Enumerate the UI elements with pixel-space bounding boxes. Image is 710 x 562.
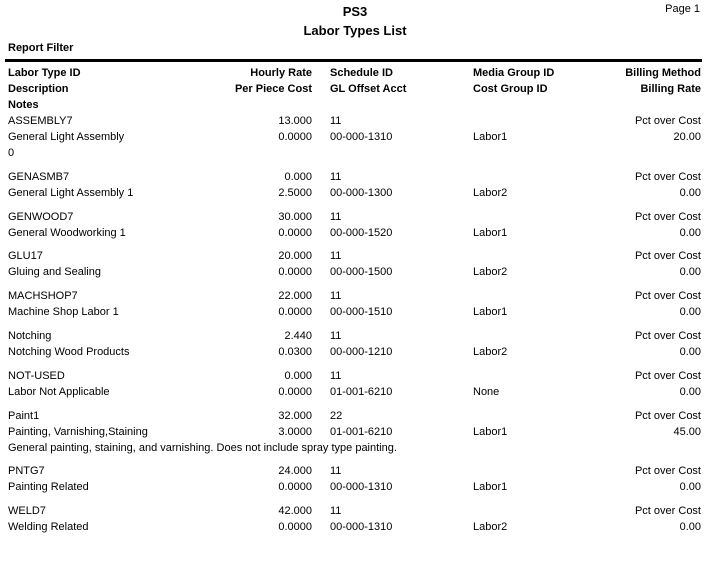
description: Gluing and Sealing (8, 266, 101, 278)
labor-type-id: NOT-USED (8, 370, 65, 382)
per-piece-cost: 0.0300 (278, 346, 312, 358)
cost-group-id: Labor2 (473, 266, 508, 278)
description: Notching Wood Products (8, 346, 130, 358)
billing-method: Pct over Cost (634, 171, 701, 183)
gl-offset-acct: 00-000-1520 (330, 227, 393, 239)
notes: General painting, staining, and varnishing. Does not include spray type painting. (8, 442, 397, 454)
schedule-id: 11 (330, 250, 342, 262)
per-piece-cost: 3.0000 (278, 426, 312, 438)
billing-method: Pct over Cost (634, 211, 701, 223)
gl-offset-acct: 00-000-1310 (330, 131, 393, 143)
billing-rate: 0.00 (679, 481, 701, 493)
schedule-id: 11 (330, 115, 342, 127)
description: Painting, Varnishing,Staining (8, 426, 148, 438)
header-description: Description (8, 83, 69, 95)
schedule-id: 11 (330, 290, 342, 302)
company-name: PS3 (342, 4, 368, 19)
labor-type-id: ASSEMBLY7 (8, 115, 73, 127)
cost-group-id: None (473, 386, 500, 398)
per-piece-cost: 0.0000 (278, 131, 312, 143)
hourly-rate: 22.000 (278, 290, 312, 302)
per-piece-cost: 0.0000 (278, 386, 312, 398)
per-piece-cost: 0.0000 (278, 521, 312, 533)
hourly-rate: 20.000 (278, 250, 312, 262)
gl-offset-acct: 00-000-1510 (330, 306, 393, 318)
notes: 0 (8, 147, 15, 159)
billing-method: Pct over Cost (634, 250, 701, 262)
hourly-rate: 42.000 (278, 505, 312, 517)
cost-group-id: Labor1 (473, 306, 508, 318)
header-media-group-id: Media Group ID (473, 67, 555, 79)
header-cost-group-id: Cost Group ID (473, 83, 548, 95)
billing-rate: 0.00 (679, 187, 701, 199)
billing-method: Pct over Cost (634, 410, 701, 422)
hourly-rate: 24.000 (278, 465, 312, 477)
labor-type-id: GENWOOD7 (8, 211, 74, 223)
per-piece-cost: 0.0000 (278, 306, 312, 318)
per-piece-cost: 0.0000 (278, 227, 312, 239)
cost-group-id: Labor1 (473, 131, 508, 143)
page-number: Page 1 (665, 3, 700, 15)
gl-offset-acct: 01-001-6210 (330, 426, 393, 438)
labor-type-id: WELD7 (8, 505, 46, 517)
cost-group-id: Labor2 (473, 187, 508, 199)
header-billing-rate: Billing Rate (640, 83, 701, 95)
header-gl-offset-acct: GL Offset Acct (330, 83, 407, 95)
description: Machine Shop Labor 1 (8, 306, 119, 318)
labor-type-id: GLU17 (8, 250, 43, 262)
billing-method: Pct over Cost (634, 505, 701, 517)
schedule-id: 11 (330, 370, 342, 382)
per-piece-cost: 0.0000 (278, 266, 312, 278)
billing-method: Pct over Cost (634, 290, 701, 302)
billing-method: Pct over Cost (634, 115, 701, 127)
schedule-id: 11 (330, 465, 342, 477)
gl-offset-acct: 00-000-1500 (330, 266, 393, 278)
labor-type-id: Paint1 (8, 410, 40, 422)
description: Painting Related (8, 481, 89, 493)
schedule-id: 11 (330, 211, 342, 223)
cost-group-id: Labor2 (473, 521, 508, 533)
description: Welding Related (8, 521, 89, 533)
gl-offset-acct: 00-000-1210 (330, 346, 393, 358)
billing-rate: 20.00 (673, 131, 701, 143)
report-filter-label: Report Filter (8, 42, 74, 54)
billing-rate: 0.00 (679, 346, 701, 358)
schedule-id: 22 (330, 410, 343, 422)
gl-offset-acct: 00-000-1310 (330, 481, 393, 493)
description: Labor Not Applicable (8, 386, 110, 398)
billing-method: Pct over Cost (634, 465, 701, 477)
header-divider (5, 59, 702, 62)
billing-rate: 45.00 (673, 426, 701, 438)
gl-offset-acct: 00-000-1300 (330, 187, 393, 199)
per-piece-cost: 0.0000 (278, 481, 312, 493)
labor-type-id: GENASMB7 (8, 171, 70, 183)
schedule-id: 11 (330, 330, 342, 342)
gl-offset-acct: 00-000-1310 (330, 521, 393, 533)
cost-group-id: Labor1 (473, 426, 508, 438)
cost-group-id: Labor2 (473, 346, 508, 358)
header-per-piece-cost: Per Piece Cost (234, 83, 312, 95)
hourly-rate: 0.000 (284, 370, 312, 382)
billing-rate: 0.00 (679, 266, 701, 278)
header-labor-type-id: Labor Type ID (8, 67, 81, 79)
schedule-id: 11 (330, 171, 342, 183)
billing-method: Pct over Cost (634, 370, 701, 382)
hourly-rate: 30.000 (278, 211, 312, 223)
cost-group-id: Labor1 (473, 481, 508, 493)
per-piece-cost: 2.5000 (278, 187, 312, 199)
hourly-rate: 2.440 (284, 330, 312, 342)
header-billing-method: Billing Method (625, 67, 701, 79)
hourly-rate: 13.000 (278, 115, 312, 127)
hourly-rate: 0.000 (284, 171, 312, 183)
report-title: Labor Types List (303, 23, 407, 38)
billing-rate: 0.00 (679, 386, 701, 398)
description: General Light Assembly 1 (8, 187, 134, 199)
header-schedule-id: Schedule ID (330, 67, 393, 79)
labor-type-id: PNTG7 (8, 465, 45, 477)
description: General Light Assembly (8, 131, 125, 143)
billing-method: Pct over Cost (634, 330, 701, 342)
schedule-id: 11 (330, 505, 342, 517)
billing-rate: 0.00 (679, 306, 701, 318)
description: General Woodworking 1 (8, 227, 126, 239)
gl-offset-acct: 01-001-6210 (330, 386, 393, 398)
labor-type-id: Notching (8, 330, 52, 342)
header-hourly-rate: Hourly Rate (250, 67, 312, 79)
header-notes: Notes (8, 99, 39, 111)
hourly-rate: 32.000 (278, 410, 312, 422)
cost-group-id: Labor1 (473, 227, 508, 239)
billing-rate: 0.00 (679, 227, 701, 239)
labor-type-id: MACHSHOP7 (8, 290, 78, 302)
billing-rate: 0.00 (679, 521, 701, 533)
